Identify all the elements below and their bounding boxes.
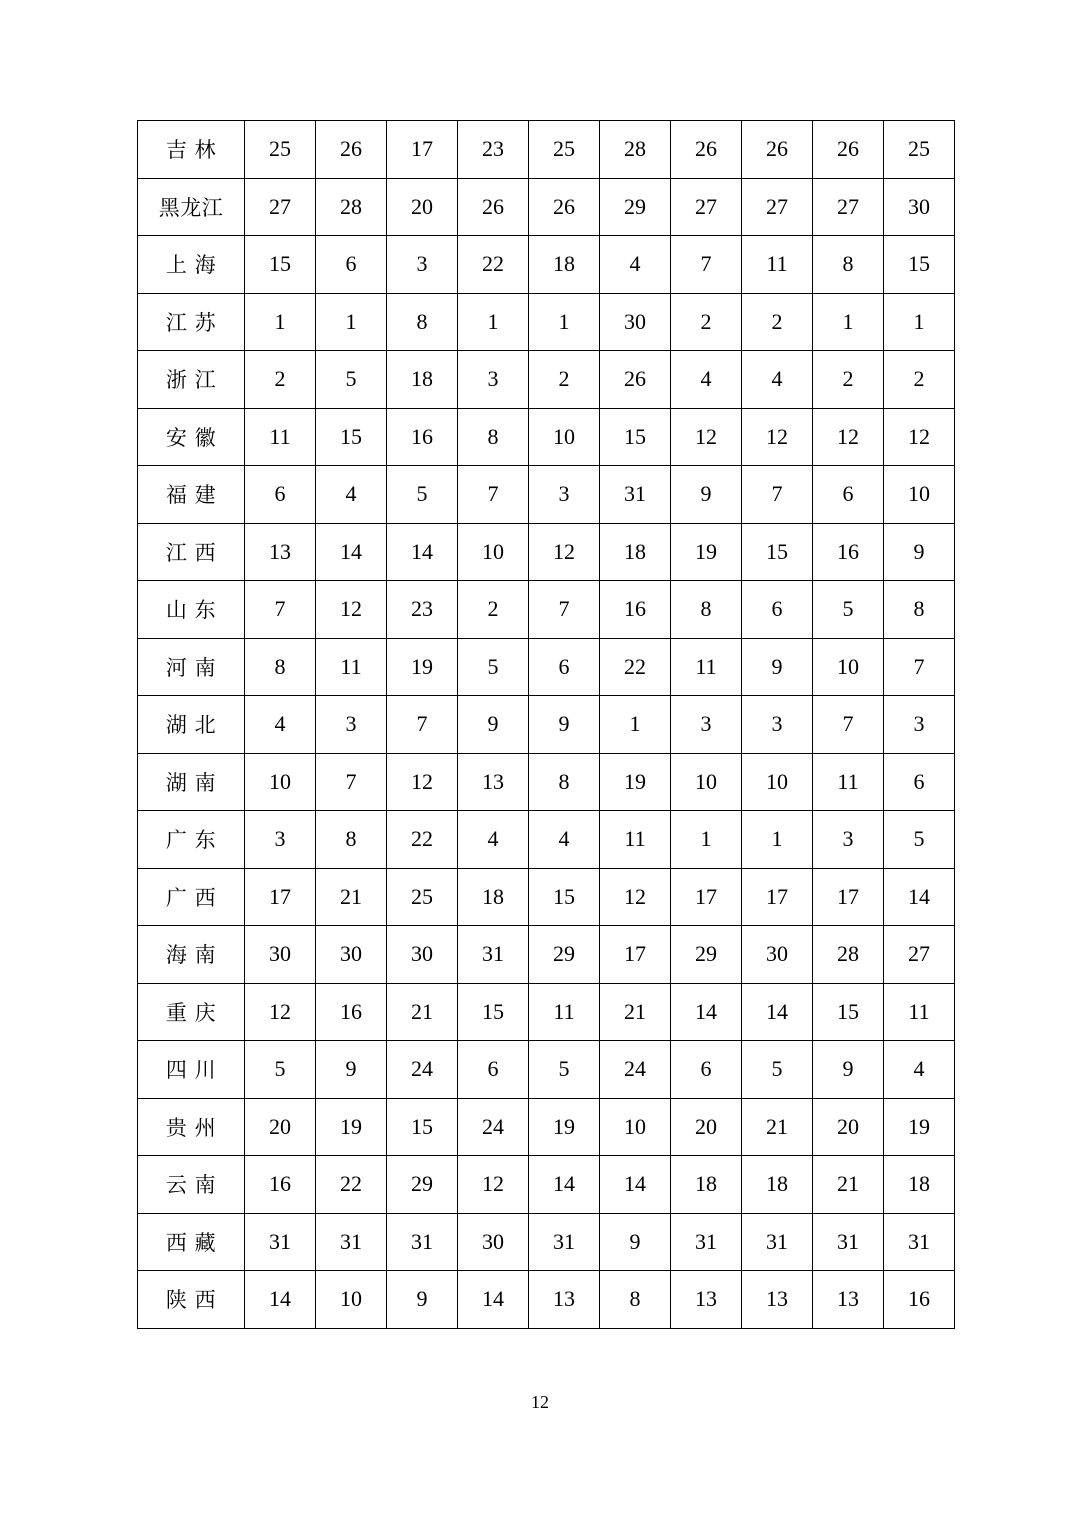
rank-cell: 14: [245, 1271, 316, 1329]
rank-cell: 30: [316, 926, 387, 984]
rank-cell: 13: [245, 523, 316, 581]
rank-cell: 17: [813, 868, 884, 926]
rank-cell: 14: [600, 1156, 671, 1214]
rank-cell: 18: [671, 1156, 742, 1214]
rank-cell: 12: [316, 581, 387, 639]
province-label: 湖 南: [138, 753, 245, 811]
table-row: [138, 293, 955, 351]
rank-cell: 26: [458, 178, 529, 236]
province-label: 上 海: [138, 236, 245, 294]
rank-cell: 10: [813, 638, 884, 696]
rank-cell: 12: [671, 408, 742, 466]
table-row: [138, 236, 955, 294]
rank-cell: 2: [813, 351, 884, 409]
rank-cell: 9: [387, 1271, 458, 1329]
rank-cell: 16: [600, 581, 671, 639]
rank-cell: 14: [387, 523, 458, 581]
rank-cell: 19: [529, 1098, 600, 1156]
rank-cell: 28: [600, 121, 671, 179]
rank-cell: 16: [316, 983, 387, 1041]
rank-cell: 21: [742, 1098, 813, 1156]
rank-cell: 15: [529, 868, 600, 926]
table-row: [138, 1213, 955, 1271]
table-row: [138, 408, 955, 466]
rank-cell: 4: [529, 811, 600, 869]
province-label: 江 西: [138, 523, 245, 581]
table-row: [138, 696, 955, 754]
rank-cell: 3: [529, 466, 600, 524]
rank-cell: 8: [245, 638, 316, 696]
rank-cell: 8: [316, 811, 387, 869]
rank-cell: 31: [884, 1213, 955, 1271]
rank-cell: 26: [600, 351, 671, 409]
rank-cell: 8: [387, 293, 458, 351]
rank-cell: 16: [884, 1271, 955, 1329]
province-label: 重 庆: [138, 983, 245, 1041]
rank-cell: 16: [245, 1156, 316, 1214]
rank-cell: 10: [458, 523, 529, 581]
province-label: 海 南: [138, 926, 245, 984]
province-label: 安 徽: [138, 408, 245, 466]
rank-cell: 23: [387, 581, 458, 639]
rank-cell: 6: [529, 638, 600, 696]
rank-cell: 27: [884, 926, 955, 984]
province-label: 云 南: [138, 1156, 245, 1214]
rank-cell: 31: [529, 1213, 600, 1271]
rank-cell: 1: [600, 696, 671, 754]
table-row: [138, 926, 955, 984]
rank-cell: 13: [671, 1271, 742, 1329]
rank-cell: 15: [884, 236, 955, 294]
rank-cell: 15: [813, 983, 884, 1041]
table-row: [138, 1156, 955, 1214]
rank-cell: 14: [529, 1156, 600, 1214]
rank-cell: 5: [458, 638, 529, 696]
rank-cell: 3: [742, 696, 813, 754]
rank-cell: 3: [813, 811, 884, 869]
rank-cell: 4: [458, 811, 529, 869]
rank-cell: 8: [600, 1271, 671, 1329]
rank-cell: 18: [387, 351, 458, 409]
rank-cell: 31: [387, 1213, 458, 1271]
province-label: 四 川: [138, 1041, 245, 1099]
table-row: [138, 466, 955, 524]
rank-cell: 29: [600, 178, 671, 236]
rank-cell: 3: [245, 811, 316, 869]
province-label: 贵 州: [138, 1098, 245, 1156]
table-row: [138, 638, 955, 696]
rank-cell: 1: [529, 293, 600, 351]
rank-cell: 8: [813, 236, 884, 294]
rank-cell: 7: [884, 638, 955, 696]
rank-cell: 21: [600, 983, 671, 1041]
rank-cell: 7: [742, 466, 813, 524]
province-label: 陕 西: [138, 1271, 245, 1329]
rank-cell: 31: [600, 466, 671, 524]
rank-cell: 31: [813, 1213, 884, 1271]
rank-cell: 15: [387, 1098, 458, 1156]
rank-cell: 21: [316, 868, 387, 926]
rank-cell: 11: [884, 983, 955, 1041]
page-number: 12: [531, 1392, 549, 1412]
rank-cell: 22: [600, 638, 671, 696]
rank-cell: 14: [742, 983, 813, 1041]
rank-cell: 15: [600, 408, 671, 466]
rank-cell: 1: [458, 293, 529, 351]
rank-cell: 12: [458, 1156, 529, 1214]
rank-cell: 4: [245, 696, 316, 754]
rank-cell: 5: [387, 466, 458, 524]
table-row: [138, 581, 955, 639]
rank-cell: 9: [813, 1041, 884, 1099]
rank-cell: 13: [458, 753, 529, 811]
rank-cell: 30: [742, 926, 813, 984]
rank-cell: 12: [245, 983, 316, 1041]
rank-cell: 20: [387, 178, 458, 236]
rank-cell: 1: [245, 293, 316, 351]
rank-cell: 6: [316, 236, 387, 294]
rank-cell: 24: [387, 1041, 458, 1099]
rank-cell: 12: [884, 408, 955, 466]
rank-cell: 30: [884, 178, 955, 236]
rank-cell: 3: [387, 236, 458, 294]
rank-cell: 17: [600, 926, 671, 984]
province-label: 湖 北: [138, 696, 245, 754]
rank-cell: 10: [742, 753, 813, 811]
rank-cell: 27: [742, 178, 813, 236]
rank-cell: 13: [742, 1271, 813, 1329]
rank-cell: 10: [316, 1271, 387, 1329]
rank-cell: 25: [529, 121, 600, 179]
rank-cell: 17: [387, 121, 458, 179]
rank-cell: 9: [742, 638, 813, 696]
rank-cell: 13: [813, 1271, 884, 1329]
rank-cell: 5: [884, 811, 955, 869]
rank-cell: 11: [316, 638, 387, 696]
rank-cell: 12: [742, 408, 813, 466]
rank-cell: 10: [529, 408, 600, 466]
rank-cell: 8: [529, 753, 600, 811]
table-row: [138, 351, 955, 409]
rank-cell: 18: [742, 1156, 813, 1214]
rank-cell: 6: [742, 581, 813, 639]
rank-cell: 2: [529, 351, 600, 409]
ranking-table-container: [137, 120, 943, 1329]
rank-cell: 5: [813, 581, 884, 639]
rank-cell: 7: [458, 466, 529, 524]
table-row: [138, 1271, 955, 1329]
rank-cell: 26: [671, 121, 742, 179]
province-label: 河 南: [138, 638, 245, 696]
rank-cell: 12: [529, 523, 600, 581]
table-row: [138, 1098, 955, 1156]
rank-cell: 4: [600, 236, 671, 294]
rank-cell: 6: [671, 1041, 742, 1099]
rank-cell: 4: [742, 351, 813, 409]
rank-cell: 20: [813, 1098, 884, 1156]
rank-cell: 18: [600, 523, 671, 581]
table-row: [138, 753, 955, 811]
rank-cell: 29: [529, 926, 600, 984]
table-row: [138, 121, 955, 179]
rank-cell: 30: [458, 1213, 529, 1271]
rank-cell: 14: [884, 868, 955, 926]
rank-cell: 1: [884, 293, 955, 351]
rank-cell: 5: [529, 1041, 600, 1099]
rank-cell: 3: [671, 696, 742, 754]
province-label: 吉 林: [138, 121, 245, 179]
rank-cell: 26: [316, 121, 387, 179]
rank-cell: 1: [813, 293, 884, 351]
rank-cell: 30: [245, 926, 316, 984]
rank-cell: 27: [813, 178, 884, 236]
rank-cell: 22: [458, 236, 529, 294]
rank-cell: 10: [884, 466, 955, 524]
rank-cell: 18: [458, 868, 529, 926]
province-label: 广 东: [138, 811, 245, 869]
rank-cell: 8: [671, 581, 742, 639]
rank-cell: 2: [671, 293, 742, 351]
province-label: 山 东: [138, 581, 245, 639]
rank-cell: 27: [671, 178, 742, 236]
rank-cell: 8: [884, 581, 955, 639]
rank-cell: 7: [316, 753, 387, 811]
rank-cell: 26: [742, 121, 813, 179]
table-row: [138, 811, 955, 869]
province-label: 浙 江: [138, 351, 245, 409]
rank-cell: 18: [884, 1156, 955, 1214]
rank-cell: 21: [813, 1156, 884, 1214]
rank-cell: 16: [813, 523, 884, 581]
rank-cell: 12: [813, 408, 884, 466]
rank-cell: 29: [387, 1156, 458, 1214]
rank-cell: 19: [316, 1098, 387, 1156]
rank-cell: 4: [316, 466, 387, 524]
table-row: [138, 983, 955, 1041]
rank-cell: 6: [813, 466, 884, 524]
rank-cell: 25: [387, 868, 458, 926]
rank-cell: 18: [529, 236, 600, 294]
rank-cell: 6: [245, 466, 316, 524]
rank-cell: 15: [245, 236, 316, 294]
rank-cell: 2: [458, 581, 529, 639]
rank-cell: 5: [316, 351, 387, 409]
province-label: 江 苏: [138, 293, 245, 351]
rank-cell: 30: [387, 926, 458, 984]
rank-cell: 8: [458, 408, 529, 466]
province-label: 黑龙江: [138, 178, 245, 236]
rank-cell: 2: [742, 293, 813, 351]
rank-cell: 11: [813, 753, 884, 811]
rank-cell: 7: [529, 581, 600, 639]
rank-cell: 25: [884, 121, 955, 179]
rank-cell: 9: [600, 1213, 671, 1271]
rank-cell: 11: [671, 638, 742, 696]
rank-cell: 28: [316, 178, 387, 236]
province-label: 广 西: [138, 868, 245, 926]
rank-cell: 5: [245, 1041, 316, 1099]
rank-cell: 16: [387, 408, 458, 466]
rank-cell: 24: [600, 1041, 671, 1099]
rank-cell: 19: [387, 638, 458, 696]
rank-cell: 5: [742, 1041, 813, 1099]
rank-cell: 30: [600, 293, 671, 351]
rank-cell: 31: [245, 1213, 316, 1271]
table-row: [138, 523, 955, 581]
rank-cell: 31: [316, 1213, 387, 1271]
rank-cell: 9: [458, 696, 529, 754]
rank-cell: 14: [316, 523, 387, 581]
rank-cell: 9: [316, 1041, 387, 1099]
rank-cell: 29: [671, 926, 742, 984]
rank-cell: 6: [458, 1041, 529, 1099]
rank-cell: 6: [884, 753, 955, 811]
rank-cell: 3: [458, 351, 529, 409]
rank-cell: 4: [671, 351, 742, 409]
rank-cell: 7: [813, 696, 884, 754]
rank-cell: 9: [671, 466, 742, 524]
rank-cell: 10: [671, 753, 742, 811]
rank-cell: 17: [742, 868, 813, 926]
ranking-table-body: [138, 121, 955, 1329]
rank-cell: 10: [245, 753, 316, 811]
rank-cell: 23: [458, 121, 529, 179]
table-row: [138, 1041, 955, 1099]
rank-cell: 19: [884, 1098, 955, 1156]
rank-cell: 25: [245, 121, 316, 179]
rank-cell: 2: [245, 351, 316, 409]
rank-cell: 20: [671, 1098, 742, 1156]
rank-cell: 31: [742, 1213, 813, 1271]
rank-cell: 27: [245, 178, 316, 236]
rank-cell: 3: [884, 696, 955, 754]
rank-cell: 31: [458, 926, 529, 984]
rank-cell: 19: [600, 753, 671, 811]
rank-cell: 9: [529, 696, 600, 754]
rank-cell: 22: [316, 1156, 387, 1214]
rank-cell: 1: [742, 811, 813, 869]
rank-cell: 7: [671, 236, 742, 294]
rank-cell: 11: [245, 408, 316, 466]
rank-cell: 7: [245, 581, 316, 639]
ranking-table: [137, 120, 955, 1329]
rank-cell: 19: [671, 523, 742, 581]
rank-cell: 31: [671, 1213, 742, 1271]
rank-cell: 2: [884, 351, 955, 409]
rank-cell: 12: [600, 868, 671, 926]
rank-cell: 20: [245, 1098, 316, 1156]
rank-cell: 15: [742, 523, 813, 581]
rank-cell: 15: [316, 408, 387, 466]
rank-cell: 26: [813, 121, 884, 179]
rank-cell: 12: [387, 753, 458, 811]
rank-cell: 11: [529, 983, 600, 1041]
province-label: 福 建: [138, 466, 245, 524]
rank-cell: 1: [316, 293, 387, 351]
rank-cell: 11: [600, 811, 671, 869]
table-row: [138, 178, 955, 236]
rank-cell: 13: [529, 1271, 600, 1329]
rank-cell: 9: [884, 523, 955, 581]
rank-cell: 26: [529, 178, 600, 236]
rank-cell: 22: [387, 811, 458, 869]
rank-cell: 14: [671, 983, 742, 1041]
rank-cell: 17: [671, 868, 742, 926]
rank-cell: 21: [387, 983, 458, 1041]
rank-cell: 28: [813, 926, 884, 984]
rank-cell: 11: [742, 236, 813, 294]
rank-cell: 1: [671, 811, 742, 869]
rank-cell: 3: [316, 696, 387, 754]
province-label: 西 藏: [138, 1213, 245, 1271]
rank-cell: 17: [245, 868, 316, 926]
table-row: [138, 868, 955, 926]
rank-cell: 4: [884, 1041, 955, 1099]
rank-cell: 14: [458, 1271, 529, 1329]
rank-cell: 10: [600, 1098, 671, 1156]
rank-cell: 7: [387, 696, 458, 754]
rank-cell: 15: [458, 983, 529, 1041]
rank-cell: 24: [458, 1098, 529, 1156]
